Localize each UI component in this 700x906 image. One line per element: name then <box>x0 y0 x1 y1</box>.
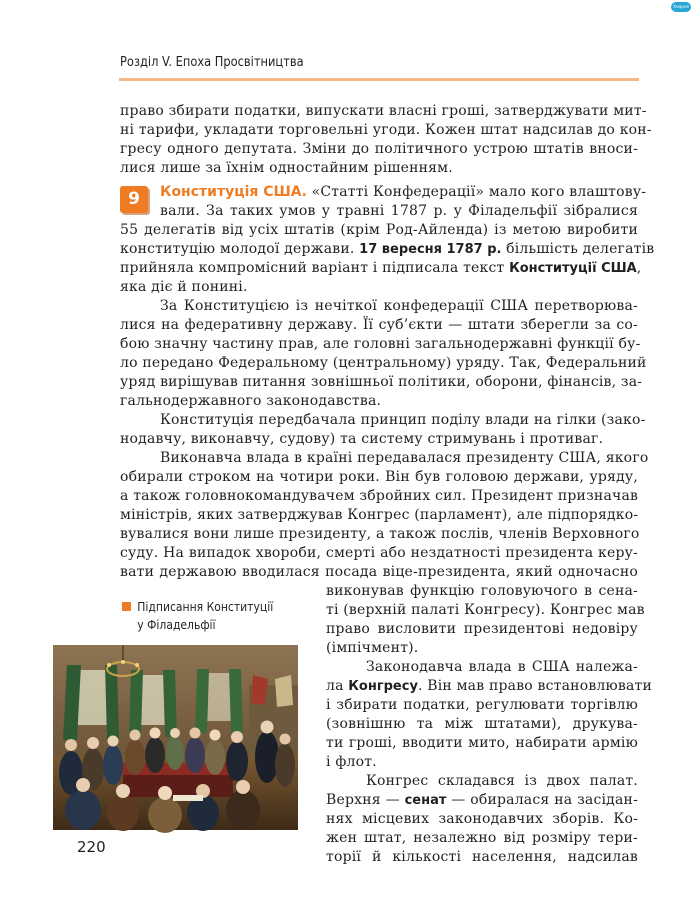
text-line: яка діє й понині. <box>120 279 248 295</box>
text-line: лися на федеративну державу. Її суб’єкти — штати зберегли за со- <box>120 317 638 333</box>
text-line: конституцію молодої держави. 17 вересня 1787 р. більшість делегатів <box>120 241 655 257</box>
text-line: Конституція США. «Статті Конфедерації» мало кого влаштову- <box>160 184 647 200</box>
text-line: нодавчу, виконавчу, судову) та систему стримувань і противаг. <box>120 431 604 447</box>
key-term: сенат <box>404 793 447 808</box>
text-line: вали. За таких умов у травні 1787 р. у Філадельфії зібралися <box>160 203 638 219</box>
text-line: За Конституцією із нечіткої конфедерації США перетворюва- <box>160 298 638 314</box>
text-line: бою значну частину прав, але головні загальнодержавні функції бу- <box>120 336 641 352</box>
text-line: ні тарифи, укладати торговельні угоди. Кожен штат надсилав до кон- <box>120 122 652 138</box>
text-line: вати державою вводилася посада віце-президента, який одночасно <box>120 564 638 580</box>
text-line: (зовнішню та між штатами), друкува- <box>326 716 638 732</box>
text-line: обирали строком на чотири роки. Він був головою держави, уряду, <box>120 469 638 485</box>
text-line: ла Конгресу. Він мав право встановлювати <box>326 678 652 694</box>
key-term: Конституції США <box>509 261 637 276</box>
text-line: право збирати податки, випускати власні гроші, затверджувати мит- <box>120 103 647 119</box>
cloud-badge-icon[interactable]: Хмарне <box>671 2 691 12</box>
text-line: виконував функцію головуючого в сена- <box>326 583 638 599</box>
text-line: ло передано Федеральному (центральному) уряду. Так, Федеральний <box>120 355 647 371</box>
text-line: жен штат, незалежно від розміру тери- <box>326 830 638 846</box>
key-term: Конгресу <box>348 679 418 694</box>
caption-line: у Філадельфії <box>137 618 216 632</box>
constitution-signing-painting <box>53 645 298 830</box>
text-line: нях місцевих законодавчих зборів. Ко- <box>326 811 638 827</box>
legislative-paragraph <box>326 658 652 772</box>
section-heading: Конституція США. <box>160 184 307 200</box>
text-line: Конгрес складався із двох палат. <box>366 773 638 789</box>
text-line: а також головнокомандувачем збройних сил. Президент призначав <box>120 488 639 504</box>
text-line: (імпічмент). <box>326 640 419 656</box>
key-date: 17 вересня 1787 р. <box>359 242 502 257</box>
text-line: ті (верхній палаті Конгресу). Конгрес мав <box>326 602 645 618</box>
text-line: вувалися вони лише президенту, а також послів, членів Верховного <box>120 526 640 542</box>
text-line: Законодавча влада в США належа- <box>366 659 638 675</box>
section-constitution <box>120 183 655 297</box>
caption-line: Підписання Конституції <box>137 600 274 614</box>
congress-paragraph <box>326 772 638 867</box>
executive-paragraph <box>120 449 649 582</box>
text-line: уряд вирішував питання зовнішньої політики, оборони, фінансів, за- <box>120 374 643 390</box>
text-line: Виконавча влада в країні передавалася президенту США, якого <box>160 450 649 466</box>
text-line: право висловити президентові недовіру <box>326 621 638 637</box>
figure-caption <box>122 598 302 634</box>
text-line: суду. На випадок хвороби, смерті або нездатності президента керу- <box>120 545 638 561</box>
text-line: гресу одного депутата. Зміни до політичного устрою штатів вноси- <box>120 141 638 157</box>
paragraph-number-badge: 9 <box>120 186 148 213</box>
painting-illustration <box>53 645 298 830</box>
text-line: торії й кількості населення, надсилав <box>326 849 638 865</box>
page-number: 220 <box>77 838 106 856</box>
text-line: Верхня — сенат — обиралася на засідан- <box>326 792 638 808</box>
text-line: ти гроші, вводити мито, набирати армію <box>326 735 638 751</box>
text-line: міністрів, яких затверджував Конгрес (парламент), але підпорядко- <box>120 507 639 523</box>
text-line: Конституція передбачала принцип поділу влади на гілки (зако- <box>160 412 646 428</box>
text-line: і збирати податки, регулювати торгівлю <box>326 697 638 713</box>
text-line: прийняла компромісний варіант і підписала текст Конституції США, <box>120 260 642 276</box>
executive-continued <box>326 582 645 658</box>
federal-paragraph <box>120 297 647 411</box>
text-line: лися лише за їхнім одностайним рішенням. <box>120 160 453 176</box>
separation-paragraph <box>120 411 646 449</box>
text-line: і флот. <box>326 754 377 770</box>
running-head: Розділ V. Епоха Просвітництва <box>120 55 304 70</box>
text-line: гальнодержавного законодавства. <box>120 393 382 409</box>
intro-paragraph <box>120 102 652 178</box>
header-divider <box>119 78 639 81</box>
text-line: 55 делегатів від усіх штатів (крім Род-Айленда) із метою виробити <box>120 222 638 238</box>
